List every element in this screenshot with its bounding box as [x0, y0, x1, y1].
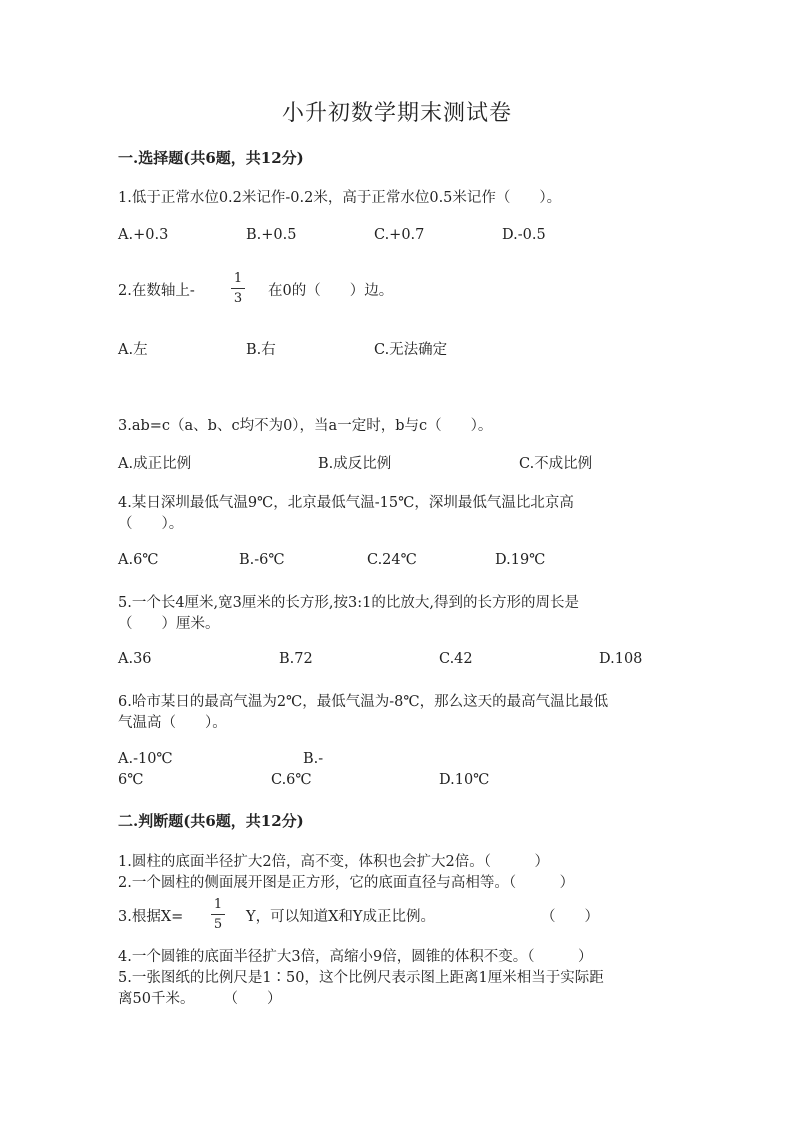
question-2-stem-suffix: 在0的（ ）边。	[268, 283, 394, 299]
q2-fraction	[231, 272, 245, 305]
question-6-stem-line1: 6.哈市某日的最高气温为2℃，最低气温为-8℃，那么这天的最高气温比最低	[118, 694, 609, 710]
q5-option-d: D.108	[599, 651, 643, 667]
j3-fraction-numerator: 1	[213, 897, 223, 912]
q5-option-c: C.42	[439, 651, 473, 667]
question-5-stem-line1: 5.一个长4厘米,宽3厘米的长方形,按3:1的比放大,得到的长方形的周长是	[118, 595, 579, 611]
q3-option-a: A.成正比例	[118, 456, 192, 472]
q6-option-b-part2: 6℃	[118, 772, 144, 788]
q4-option-a: A.6℃	[118, 552, 159, 568]
q2-fraction-numerator: 1	[233, 271, 243, 286]
q4-option-b: B.-6℃	[239, 552, 285, 568]
q4-option-d: D.19℃	[495, 552, 546, 568]
q6-option-a: A.-10℃	[118, 751, 173, 767]
question-6-stem-line2: 气温高（ ）。	[118, 715, 227, 731]
q6-option-d: D.10℃	[439, 772, 490, 788]
question-3-stem: 3.ab=c（a、b、c均不为0），当a一定时，b与c（ ）。	[118, 418, 493, 434]
q6-option-c: C.6℃	[271, 772, 312, 788]
question-5-stem-line2: （ ）厘米。	[118, 616, 220, 632]
q4-option-c: C.24℃	[367, 552, 417, 568]
q3-option-c: C.不成比例	[519, 456, 593, 472]
judgement-3-suffix: Y，可以知道X和Y成正比例。	[246, 909, 435, 925]
q1-option-c: C.+0.7	[374, 227, 425, 243]
section-heading-judgement: 二.判断题(共6题，共12分)	[118, 812, 304, 830]
judgement-3-fraction	[211, 898, 225, 931]
q1-option-d: D.-0.5	[502, 227, 546, 243]
page-title: 小升初数学期末测试卷	[281, 101, 512, 126]
judgement-1: 1.圆柱的底面半径扩大2倍，高不变，体积也会扩大2倍。（ ）	[118, 854, 550, 870]
q2-option-a: A.左	[118, 342, 148, 358]
q5-option-a: A.36	[118, 651, 152, 667]
question-4-stem-line2: （ ）。	[118, 516, 184, 532]
question-1-stem: 1.低于正常水位0.2米记作-0.2米，高于正常水位0.5米记作（ ）。	[118, 190, 562, 206]
judgement-3-paren: （ ）	[541, 909, 599, 925]
q1-option-a: A.+0.3	[118, 227, 169, 243]
judgement-3-prefix: 3.根据X=	[118, 909, 184, 925]
q2-option-b: B.右	[246, 342, 276, 358]
fraction-bar	[231, 288, 245, 289]
question-2-stem-prefix: 2.在数轴上-	[118, 283, 195, 299]
q2-option-c: C.无法确定	[374, 342, 448, 358]
q5-option-b: B.72	[279, 651, 313, 667]
question-4-stem-line1: 4.某日深圳最低气温9℃，北京最低气温-15℃，深圳最低气温比北京高	[118, 495, 574, 511]
j3-fraction-denominator: 5	[213, 917, 223, 932]
judgement-5-line1: 5.一张图纸的比例尺是1∶50，这个比例尺表示图上距离1厘米相当于实际距	[118, 970, 604, 986]
judgement-2: 2.一个圆柱的侧面展开图是正方形，它的底面直径与高相等。（ ）	[118, 875, 575, 891]
q3-option-b: B.成反比例	[318, 456, 392, 472]
q6-option-b-part1: B.-	[303, 751, 324, 767]
q1-option-b: B.+0.5	[246, 227, 297, 243]
judgement-5-line2: 离50千米。 （ ）	[118, 991, 282, 1007]
fraction-bar	[211, 914, 225, 915]
section-heading-choice: 一.选择题(共6题，共12分)	[118, 149, 304, 167]
judgement-4: 4.一个圆锥的底面半径扩大3倍，高缩小9倍，圆锥的体积不变。（ ）	[118, 949, 593, 965]
q2-fraction-denominator: 3	[233, 291, 243, 306]
